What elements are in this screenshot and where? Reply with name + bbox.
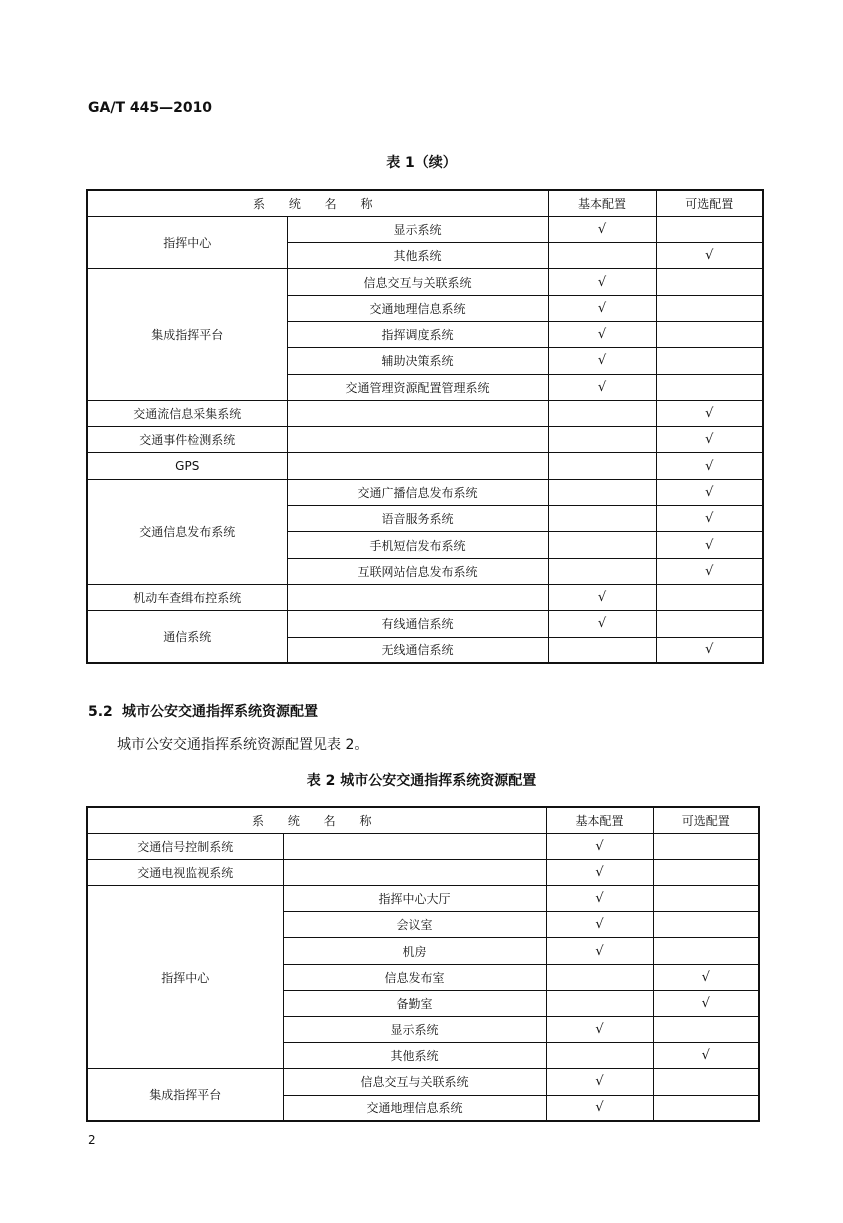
optional-config-cell: √ [656,400,763,426]
table1-header-row [87,190,763,216]
basic-config-cell: √ [546,1069,653,1095]
basic-config-cell [546,964,653,990]
optional-config-cell [653,1095,759,1121]
optional-config-cell [656,611,763,637]
basic-config-cell [548,243,656,269]
subsystem-name-cell: 信息交互与关联系统 [287,269,548,295]
table2-caption: 表 2 城市公安交通指挥系统资源配置 [306,773,537,789]
optional-config-cell [653,912,759,938]
basic-config-cell: √ [546,912,653,938]
subsystem-name-cell [287,584,548,610]
optional-config-cell: √ [653,1043,759,1069]
table2-body [87,807,759,1121]
basic-config-cell: √ [546,859,653,885]
subsystem-name-cell: 有线通信系统 [287,611,548,637]
optional-config-cell [653,859,759,885]
subsystem-name-cell: 会议室 [283,912,546,938]
optional-config-cell [653,938,759,964]
header-system-name: 系 统 名 称 [87,807,546,833]
basic-config-cell: √ [548,321,656,347]
subsystem-name-cell: 无线通信系统 [287,637,548,663]
optional-config-cell [656,321,763,347]
subsystem-name-cell: 显示系统 [283,1017,546,1043]
subsystem-name-cell: 机房 [283,938,546,964]
optional-config-cell [656,269,763,295]
table-row [87,886,759,912]
subsystem-name-cell [287,427,548,453]
table-row [87,833,759,859]
header-basic-config: 基本配置 [548,190,656,216]
system-name-cell: 交通电视监视系统 [87,859,283,885]
basic-config-cell: √ [548,348,656,374]
basic-config-cell: √ [546,1095,653,1121]
optional-config-cell: √ [656,243,763,269]
subsystem-name-cell: 辅助决策系统 [287,348,548,374]
optional-config-cell [656,374,763,400]
basic-config-cell: √ [548,584,656,610]
system-name-cell: 指挥中心 [87,216,287,269]
system-name-cell: 机动车查缉布控系统 [87,584,287,610]
basic-config-cell: √ [548,216,656,242]
subsystem-name-cell: 互联网站信息发布系统 [287,558,548,584]
system-name-cell: 交通事件检测系统 [87,427,287,453]
optional-config-cell [653,1069,759,1095]
optional-config-cell: √ [656,532,763,558]
system-name-cell: 通信系统 [87,611,287,664]
subsystem-name-cell: 信息发布室 [283,964,546,990]
optional-config-cell [653,1017,759,1043]
basic-config-cell: √ [548,611,656,637]
table-row [87,269,763,295]
basic-config-cell: √ [546,833,653,859]
section-title: 城市公安交通指挥系统资源配置 [122,704,318,720]
section-number: 5.2 [88,704,113,720]
table-row [87,427,763,453]
header-optional-config: 可选配置 [653,807,759,833]
header-basic-config: 基本配置 [546,807,653,833]
basic-config-cell: √ [546,1017,653,1043]
system-name-cell: 集成指挥平台 [87,1069,283,1121]
system-name-cell: 交通流信息采集系统 [87,400,287,426]
basic-config-cell [546,1043,653,1069]
system-name-cell: 交通信号控制系统 [87,833,283,859]
subsystem-name-cell: 手机短信发布系统 [287,532,548,558]
table1-body [87,190,763,663]
optional-config-cell: √ [656,637,763,663]
basic-config-cell: √ [548,269,656,295]
page-number: 2 [88,1133,96,1147]
optional-config-cell: √ [656,453,763,479]
basic-config-cell [548,532,656,558]
subsystem-name-cell: 交通地理信息系统 [287,295,548,321]
subsystem-name-cell: 显示系统 [287,216,548,242]
table-row [87,479,763,505]
table2-header-row [87,807,759,833]
header-system-name: 系 统 名 称 [87,190,548,216]
basic-config-cell [548,558,656,584]
table1 [86,189,764,664]
header-optional-config: 可选配置 [656,190,763,216]
subsystem-name-cell: 交通地理信息系统 [283,1095,546,1121]
section-body-text: 城市公安交通指挥系统资源配置见表 2。 [117,737,369,753]
basic-config-cell: √ [548,374,656,400]
table-row [87,611,763,637]
subsystem-name-cell: 其他系统 [283,1043,546,1069]
system-name-cell: GPS [87,453,287,479]
subsystem-name-cell: 交通管理资源配置管理系统 [287,374,548,400]
basic-config-cell [548,400,656,426]
basic-config-cell: √ [546,938,653,964]
system-name-cell: 交通信息发布系统 [87,479,287,584]
subsystem-name-cell: 语音服务系统 [287,506,548,532]
basic-config-cell [548,506,656,532]
optional-config-cell [656,584,763,610]
table-row [87,216,763,242]
subsystem-name-cell [283,833,546,859]
table-row [87,1069,759,1095]
system-name-cell: 指挥中心 [87,886,283,1069]
optional-config-cell [653,833,759,859]
table-row [87,584,763,610]
table-row [87,859,759,885]
optional-config-cell: √ [656,479,763,505]
subsystem-name-cell: 交通广播信息发布系统 [287,479,548,505]
basic-config-cell: √ [548,295,656,321]
subsystem-name-cell: 其他系统 [287,243,548,269]
optional-config-cell [653,886,759,912]
subsystem-name-cell [283,859,546,885]
basic-config-cell [548,637,656,663]
subsystem-name-cell [287,453,548,479]
optional-config-cell: √ [653,990,759,1016]
basic-config-cell [548,427,656,453]
subsystem-name-cell: 指挥调度系统 [287,321,548,347]
document-code: GA/T 445—2010 [88,100,213,116]
basic-config-cell [548,479,656,505]
basic-config-cell [548,453,656,479]
system-name-cell: 集成指挥平台 [87,269,287,400]
optional-config-cell: √ [656,427,763,453]
optional-config-cell: √ [656,506,763,532]
table-row [87,453,763,479]
table2 [86,806,760,1122]
subsystem-name-cell: 指挥中心大厅 [283,886,546,912]
optional-config-cell [656,216,763,242]
optional-config-cell: √ [653,964,759,990]
table1-caption: 表 1（续） [386,155,457,171]
section-heading [88,701,318,721]
basic-config-cell: √ [546,886,653,912]
optional-config-cell: √ [656,558,763,584]
subsystem-name-cell [287,400,548,426]
basic-config-cell [546,990,653,1016]
optional-config-cell [656,295,763,321]
subsystem-name-cell: 信息交互与关联系统 [283,1069,546,1095]
table-row [87,400,763,426]
optional-config-cell [656,348,763,374]
subsystem-name-cell: 备勤室 [283,990,546,1016]
